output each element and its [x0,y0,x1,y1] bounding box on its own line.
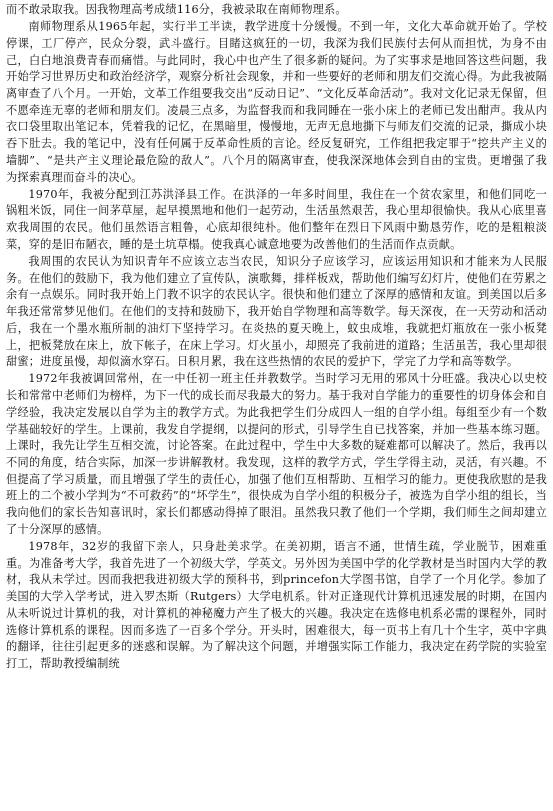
paragraph-2: 南师物理系从1965年起，实行半工半读，教学进度十分缓慢。不到一年，文化大革命就开始了。学校停课，工厂停产，民众分裂，武斗盛行。目睹这疯狂的一切，我深为我们民族付去何从而担忧，为身不由己，白白地浪费青春而痛惜。与此同时，我心中也产生了很多新的疑问。为了实事求是地回答这些问题，我开始学习世界历史和政治经济学，观察分析社会现象，并和一些要好的老师和朋友们交流心得。为此我被隔离审查了八个月。一开始，文革工作组要我交出“反动日记”、“文化反革命活动”。我对文化记录无保留，但不愿牵连无辜的老师和朋友们。凌晨三点多，为监督我而和我同睡在一张小床上的老师已发出酣声。我从内衣口袋里取出笔记本，凭着我的记忆，在黑暗里，慢慢地，无声无息地撕下与师友们交流的记录，撕成小块吞下肚去。我的笔记中，没有任何属于反革命性质的言论。经反复研究，工作组把我定罪于“挖共产主义的墙脚”、“是共产主义理论最危险的敌人”。八个月的隔离审查，使我深深地体会到自由的宝贵。更增强了我为探索真理而奋斗的决心。 [6,20,547,184]
paragraph-3: 1970年，我被分配到江苏洪泽县工作。在洪泽的一年多时间里，我住在一个贫农家里，和他们同吃一锅粗米饭，同住一间茅草屋，起早摸黑地和他们一起劳动，生活虽然艰苦，我心里却很愉快。我从心底里喜欢我周围的农民。他们虽然语言粗鲁，心底却很纯朴。他们整年在烈日下风雨中勤恳劳作，吃的是粗粮淡菜，穿的是旧布陋衣，睡的是土坑草榻。使我真心诚意地要为改善他们的生活而作点贡献。 [6,187,547,251]
paragraph-4: 我周围的农民认为知识青年不应该立志当农民，知识分子应该学习，应该运用知识和才能来为人民服务。在他们的鼓励下，我为他们建立了宣传队，演歌舞，排样板戏，帮助他们编写幻灯片，使他们在劳累之余有一点娱乐。同时我开始上门教不识字的农民认字。很快和他们建立了深厚的感情和友谊。到美国以后多年我还常常梦见他们。在他们的支持和鼓励下，我开始自学物理和高等数学。每天深夜，在一天劳动和活动后，我在一个墨水瓶所制的油灯下坚持学习。在炎热的夏天晚上，蚊虫成堆，我就把灯瓶放在一张小板凳上，把板凳放在床上，放下帐子，在床上学习。灯火虽小，却照亮了我前进的道路；生活虽苦，我心里却很甜蜜；进度虽慢，却似滴水穿石。日积月累，我在这些热情的农民的爱护下，学完了力学和高等数学。 [6,255,547,369]
paragraph-6: 1978年，32岁的我留下亲人，只身赴美求学。在美初期，语言不通，世情生疏，学业脱节，困难重重。为准备考大学，我首先进了一个初级大学，学英文。另外因为美国中学的化学教材是当时国内大学的教材，我从未学过。因而我把我进初级大学的预科书，到princefon大学图书馆，自学了一个月化学。参加了美国的大学入学考试，进入罗杰斯（Rutgers）大学电机系。针对正逢现代计算机迅速发展的时期，在国内从未听说过计算机的我，对计算机的神秘魔力产生了极大的兴趣。我决定在选修电机系必需的课程外，同时选修计算机系的课程。因而多选了一百多个学分。开头时，困难很大，每一页书上有几十个生字，英中字典的翻译，往往引起更多的迷惑和误解。为了解决这个问题，并增强实际工作能力，我决定在药学院的实验室打工，帮助教授编制统 [6,540,547,670]
document-page [6,2,547,809]
paragraph-5: 1972年我被调回常州，在一中任初一班主任并教数学。当时学习无用的邪风十分旺盛。我决心以史校长和常常中老师们为榜样，为下一代的成长而尽我最大的努力。基于我对自学能力的重要性的切身体会和自学经验，我决定发展以自学为主的教学方式。为此我把学生们分成四人一组的自学小组。每组至少有一个数学基础较好的学生。上课前，我发自学提纲，以提问的形式，引导学生自已找答案，并加一些基本练习题。上课时，我先让学生互相交流，讨论答案。在此过程中，学生中大多数的疑难都可以解决了。然后，我再以不同的角度，结合实际，加深一步讲解教材。我发现，这样的教学方式，学生学得主动，灵活，有兴趣。不但提高了学习质量，而且增强了学生的责任心，加强了他们互相帮助、互相学习的能力。更使我欣慰的是我班上的二个被小学判为“不可救药”的“坏学生”，很快成为自学小组的积极分子，被选为自学小组的组长，当我向他们的家长告知喜讯时，家长们都感动得掉了眼泪。虽然我只教了他们一个学期，我们师生之间却建立了十分深厚的感情。 [6,372,547,536]
paragraph-1: 而不敢录取我。因我物理高考成绩116分，我被录取在南师物理系。 [6,3,347,16]
